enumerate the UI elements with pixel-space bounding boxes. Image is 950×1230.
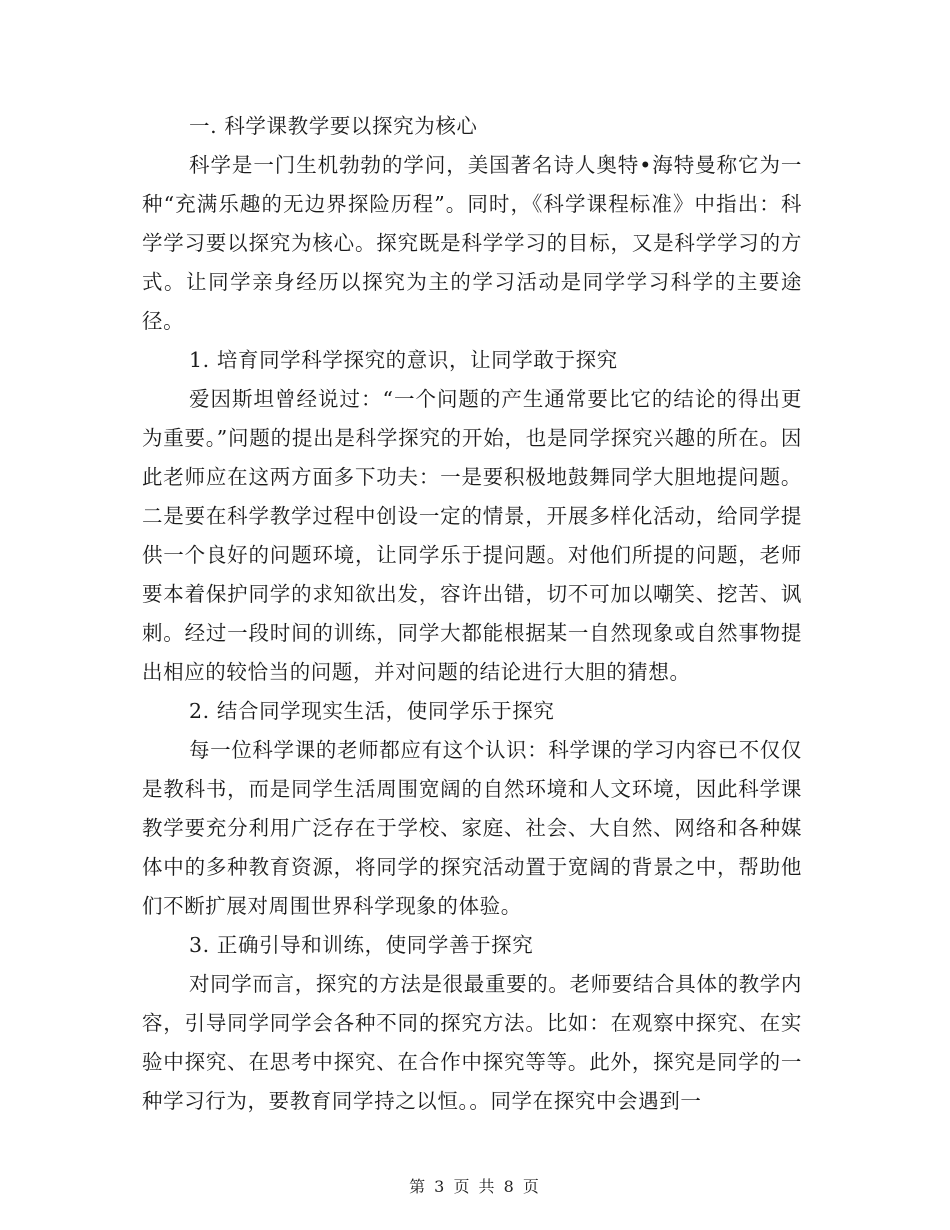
body-paragraph: 每一位科学课的老师都应有这个认识：科学课的学习内容已不仅仅是教科书，而是同学生活周围宽阔的自然环境和人文环境，因此科学课教学要充分利用广泛存在于学校、家庭、社会、大自然、网络和各种媒体中的多种教育资源，将同学的探究活动置于宽阔的背景之中，帮助他们不断扩展对周围世界科学现象的体验。 xyxy=(142,738,802,918)
body-paragraph: 对同学而言，探究的方法是很最重要的。老师要结合具体的教学内容，引导同学同学会各种不同的探究方法。比如：在观察中探究、在实验中探究、在思考中探究、在合作中探究等等。此外，探究是同学的一种学习行为，要教育同学持之以恒。。同学在探究中会遇到一 xyxy=(142,972,802,1113)
section-heading-2: 2. 结合同学现实生活，使同学乐于探究 xyxy=(189,699,555,723)
page-number-footer: 第 3 页 共 8 页 xyxy=(409,1177,541,1196)
section-heading-3: 3. 正确引导和训练，使同学善于探究 xyxy=(189,933,534,957)
body-paragraph: 爱因斯坦曾经说过：“一个问题的产生通常要比它的结论的得出更为重要。”问题的提出是科学探究的开始，也是同学探究兴趣的所在。因此老师应在这两方面多下功夫：一是要积极地鼓舞同学大胆地提问题。二是要在科学教学过程中创设一定的情景，开展多样化活动，给同学提供一个良好的问题环境，让同学乐于提问题。对他们所提的问题，老师要本着保护同学的求知欲出发，容许出错，切不可加以嘲笑、挖苦、讽刺。经过一段时间的训练，同学大都能根据某一自然现象或自然事物提出相应的较恰当的问题，并对问题的结论进行大胆的猜想。 xyxy=(142,387,802,684)
section-heading-1: 1. 培育同学科学探究的意识，让同学敢于探究 xyxy=(189,348,618,372)
section-heading-main: 一. 科学课教学要以探究为核心 xyxy=(189,114,478,138)
body-paragraph: 科学是一门生机勃勃的学问，美国著名诗人奥特•海特曼称它为一种“充满乐趣的无边界探险历程”。同时，《科学课程标准》中指出：科学学习要以探究为核心。探究既是科学学习的目标，又是科学学习的方式。让同学亲身经历以探究为主的学习活动是同学学习科学的主要途径。 xyxy=(142,153,802,333)
page-body xyxy=(142,107,802,1121)
